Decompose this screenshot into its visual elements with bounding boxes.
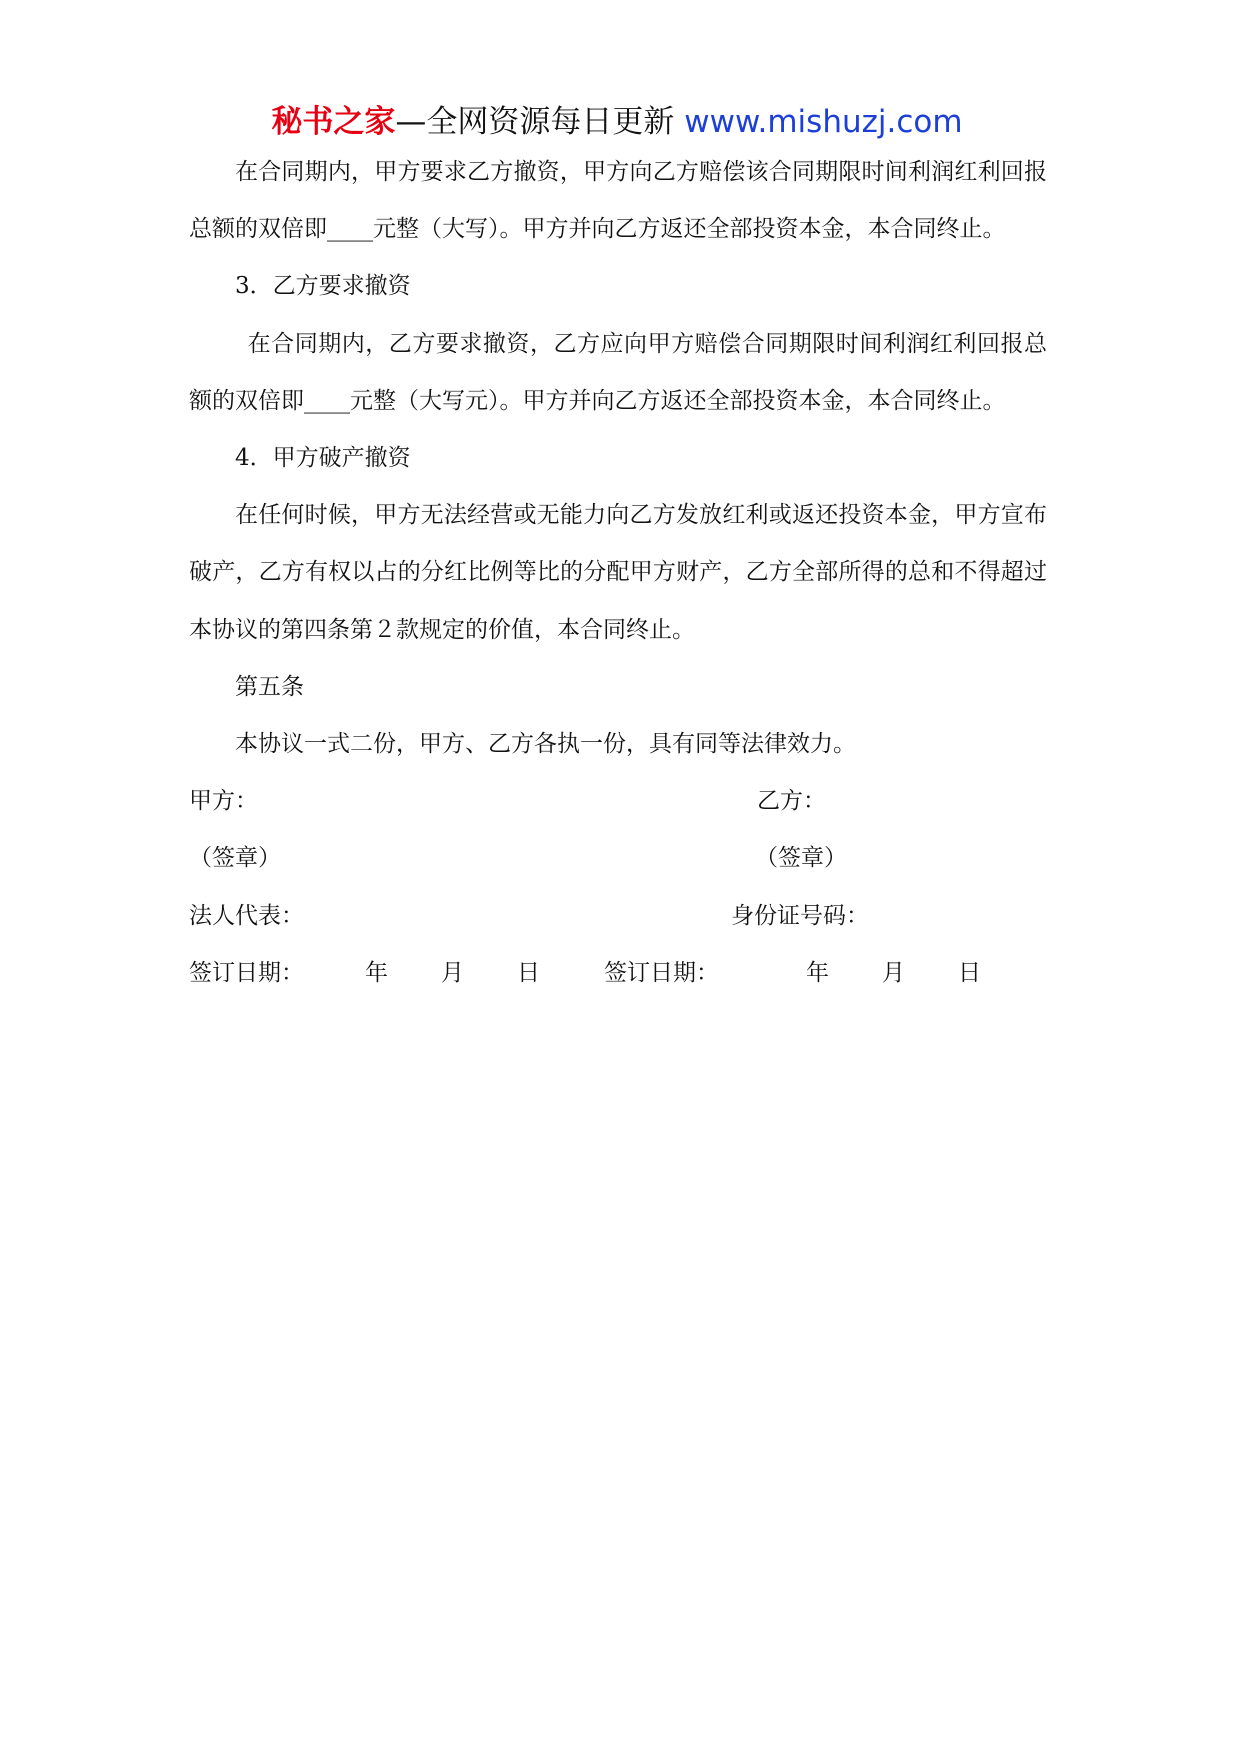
date-a-label: 签订日期： bbox=[189, 959, 304, 986]
date-a-year: 年 bbox=[365, 959, 388, 986]
seal-a-label: （签章） bbox=[189, 845, 281, 872]
party-a-label: 甲方： bbox=[189, 788, 258, 815]
seal-b-label: （签章） bbox=[755, 845, 847, 872]
date-b-label: 签订日期： bbox=[604, 959, 719, 986]
party-b-label: 乙方： bbox=[757, 788, 826, 815]
paragraph-party-b-withdraw: 在合同期内，乙方要求撤资，乙方应向甲方赔偿合同期限时间利润红利回报总额的双倍即____元整（大写元）。甲方并向乙方返还全部投资本金，本合同终止。 bbox=[189, 330, 1047, 414]
date-a-month: 月 bbox=[441, 959, 464, 986]
heading-clause-3: 3．乙方要求撤资 bbox=[235, 273, 411, 300]
signature-seal-row bbox=[189, 830, 1047, 887]
header-brand: 秘书之家 bbox=[271, 104, 396, 140]
heading-clause-4: 4．甲方破产撤资 bbox=[235, 445, 411, 472]
date-b-year: 年 bbox=[806, 959, 829, 986]
date-a-day: 日 bbox=[517, 959, 540, 986]
legal-rep-label: 法人代表： bbox=[189, 902, 304, 929]
heading-article-5: 第五条 bbox=[235, 673, 304, 700]
signature-rep-row bbox=[189, 888, 1047, 945]
site-header bbox=[0, 100, 1234, 144]
signature-party-row bbox=[189, 773, 1047, 830]
date-b-month: 月 bbox=[882, 959, 905, 986]
signature-date-row bbox=[189, 945, 1047, 1002]
paragraph-bankruptcy: 在任何时候，甲方无法经营或无能力向乙方发放红利或返还投资本金，甲方宣布破产，乙方有权以占的分红比例等比的分配甲方财产，乙方全部所得的总和不得超过本协议的第四条第２款规定的价值，本合同终止。 bbox=[189, 502, 1047, 643]
id-number-label: 身份证号码： bbox=[731, 902, 869, 929]
contract-body bbox=[189, 144, 1047, 1002]
header-tagline: —全网资源每日更新 bbox=[395, 104, 685, 140]
header-site-url[interactable]: www.mishuzj.com bbox=[684, 104, 963, 140]
date-b-day: 日 bbox=[958, 959, 981, 986]
paragraph-copies: 本协议一式二份，甲方、乙方各执一份，具有同等法律效力。 bbox=[235, 731, 856, 758]
paragraph-party-a-withdraw: 在合同期内，甲方要求乙方撤资，甲方向乙方赔偿该合同期限时间利润红利回报总额的双倍即____元整（大写）。甲方并向乙方返还全部投资本金，本合同终止。 bbox=[189, 159, 1047, 243]
